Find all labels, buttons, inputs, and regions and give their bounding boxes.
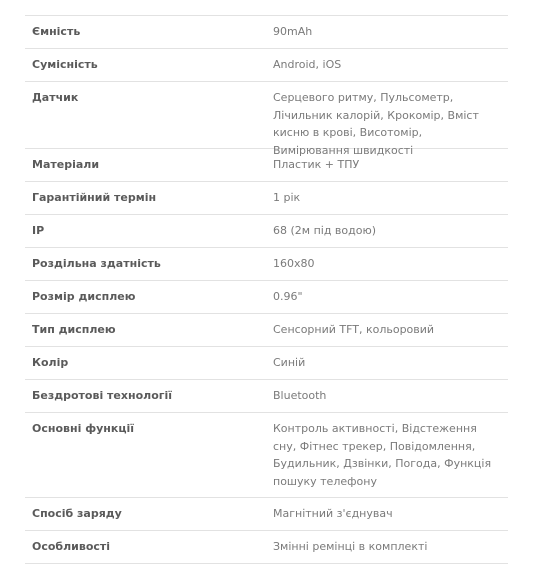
spec-key: Колір <box>32 356 69 369</box>
spec-row-features <box>25 531 508 564</box>
spec-value: 0.96" <box>273 290 303 303</box>
spec-row-display-type <box>25 314 508 347</box>
spec-key: Основні функції <box>32 422 135 435</box>
spec-value: 1 рік <box>273 191 301 204</box>
spec-key: Матеріали <box>32 158 100 171</box>
spec-value: Магнітний з'єднувач <box>273 507 393 520</box>
spec-row-ip <box>25 215 508 248</box>
spec-value: Серцевого ритму, Пульсометр, Лічильник калорій, Крокомір, Вміст кисню в крові, Висотомір, Вимірювання швидкості <box>273 91 479 157</box>
spec-value: 90mAh <box>273 25 313 38</box>
spec-value: Bluetooth <box>273 389 327 402</box>
spec-row-capacity <box>25 16 508 49</box>
spec-key: Особливості <box>32 540 111 553</box>
spec-row-wireless <box>25 380 508 413</box>
spec-value: Сенсорний TFT, кольоровий <box>273 323 435 336</box>
spec-key: Спосіб заряду <box>32 507 122 520</box>
spec-row-color <box>25 347 508 380</box>
spec-value: Пластик + ТПУ <box>273 158 360 171</box>
spec-value: Змінні ремінці в комплекті <box>273 540 428 553</box>
spec-value: Синій <box>273 356 306 369</box>
spec-row-charging <box>25 498 508 531</box>
spec-value: 68 (2м під водою) <box>273 224 377 237</box>
spec-row-main-functions <box>25 413 508 498</box>
spec-key: IP <box>32 224 45 237</box>
spec-value: 160x80 <box>273 257 315 270</box>
spec-row-warranty <box>25 182 508 215</box>
spec-row-compatibility <box>25 49 508 82</box>
spec-key: Датчик <box>32 91 79 104</box>
spec-value: Контроль активності, Відстеження сну, Фітнес трекер, Повідомлення, Будильник, Дзвінки, Погода, Функція пошуку телефону <box>273 422 492 488</box>
spec-key: Тип дисплею <box>32 323 116 336</box>
spec-value: Android, iOS <box>273 58 342 71</box>
spec-row-display-size <box>25 281 508 314</box>
spec-key: Гарантійний термін <box>32 191 157 204</box>
spec-key: Ємність <box>32 25 81 38</box>
spec-row-resolution <box>25 248 508 281</box>
spec-key: Сумісність <box>32 58 98 71</box>
spec-row-sensor <box>25 82 508 157</box>
spec-key: Бездротові технології <box>32 389 173 402</box>
spec-key: Роздільна здатність <box>32 257 161 270</box>
spec-key: Розмір дисплею <box>32 290 136 303</box>
spec-row-materials <box>25 149 508 182</box>
specifications-table <box>25 15 508 564</box>
